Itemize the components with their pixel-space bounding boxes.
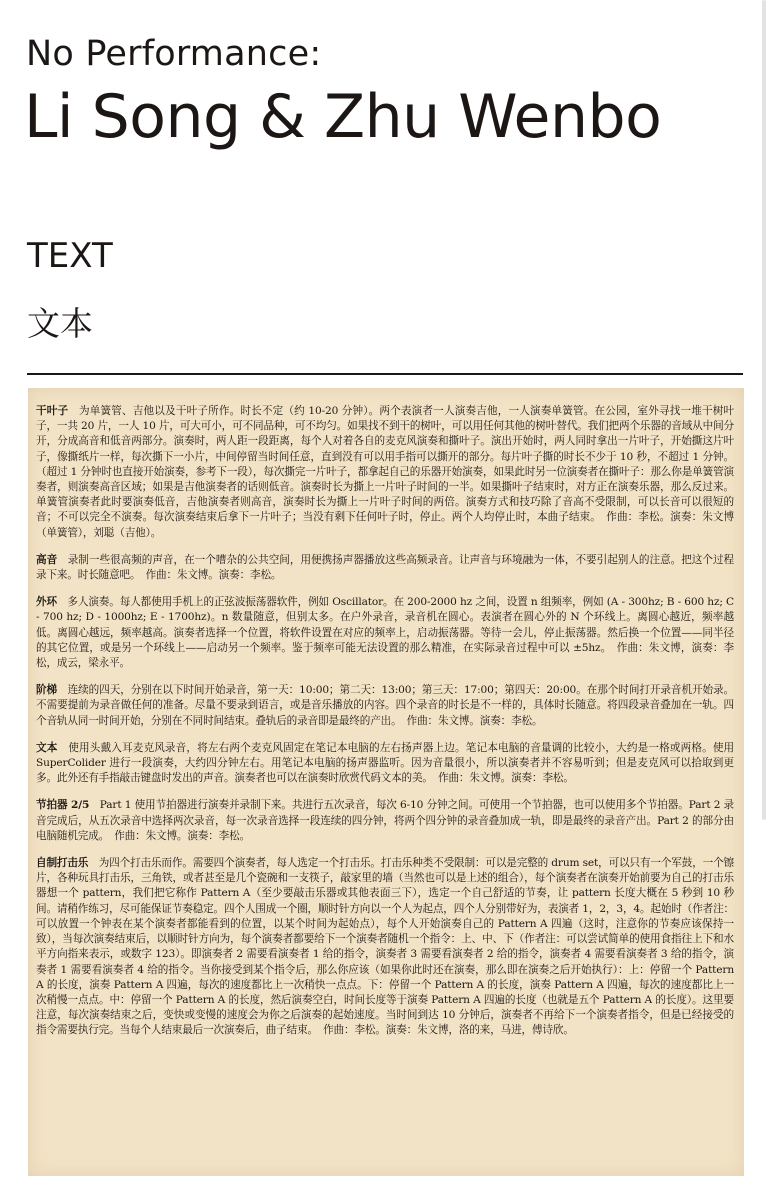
section-label-en: TEXT [27, 236, 113, 276]
section-label-zh: 文本 [27, 304, 93, 343]
paragraph-heading: 高音 [36, 553, 58, 566]
scanned-document [28, 388, 744, 1176]
section-divider [27, 373, 743, 375]
paragraph-body: 为四个打击乐而作。需要四个演奏者，每人选定一个打击乐。打击乐种类不受限制：可以是完整的 drum set，可以只有一个军鼓，一个镲片，各种玩具打击乐，三角铁，或者甚至是几个瓷碗和一支筷子，敲家里的墙（当然也可以是上述的组合），每个演奏者在演奏开始前要为自己的打击乐器想一个 pattern，我们把它称作 Pattern A（至少要敲击乐器或其他表面三下），选定一个自己舒适的节奏，让 pattern 长度大概在 5 秒到 10 秒间。请稍作练习，尽可能保证节奏稳定。四个人围成一个圈，顺时针方向以一个人为起点，四个人分别带好为，表演者 1，2，3，4。起始时（作者注：可以放置一个钟表在某个演奏者都能看到的位置，以某个时间为起始点），每个人开始演奏自己的 Pattern A 四遍（这时，注意你的节奏应该保持一致），当每次演奏结束后，以顺时针方向为，每个演奏者都要给下一个演奏者随机一个指令：上、中、下（作者注：可以尝试简单的使用食指往上下和水平方向指来表示，或数字 123）。即演奏者 2 需要看演奏者 1 给的指令，演奏者 3 需要看演奏者 2 给的指令，演奏者 4 需要看演奏者 3 给的指令，演奏者 1 需要看演奏者 4 给的指令。当你接受到某个指令后，那么你应该（如果你此时还在演奏，那么即在演奏之后开始执行）：上：停留一个 Pattern A 的长度，演奏 Pattern A 四遍，每次的速度都比上一次稍快一点点。下：停留一个 Pattern A 的长度，演奏 Pattern A 四遍，每次的速度都比上一次稍慢一点点。中：停留一个 Pattern A 的长度，然后演奏空白，时间长度等于演奏 Pattern A 四遍的长度（也就是五个 Pattern A 的长度）。这里要注意，每次演奏结束之后，变快或变慢的速度会为你之后演奏的起始速度。当时间到达 10 分钟后，演奏者不再给下一个演奏者指令，但是已经接受的指令需要执行完。当每个人结束最后一次演奏后，曲子结束。 作曲：李松。演奏：朱文博，洛的来，马进，傅诗欣。 [36, 857, 734, 1037]
paragraph-body: 为单簧管、吉他以及干叶子所作。时长不定（约 10-20 分钟）。两个表演者一人演奏吉他，一人演奏单簧管。在公园，室外寻找一堆干树叶子，一共 20 片，一人 10 片，可大可小，可不同品种，可不均匀。如果找不到干的树叶，可以用任何其他的树叶替代。我们把两个乐器的音域从中间分开，分成高音和低音两部分。演奏时，两人距一段距离，每个人对着各自的麦克风演奏和撕叶子。演出开始时，两人同时拿出一片叶子，开始撕这片叶子，像撕纸片一样，每次撕下一小片，中间停留当时间任意，直到没有可以用手指可以撕开的部分。每片叶子撕的时长不少于 10 秒，不超过 1 分钟。（超过 1 分钟时也直接开始演奏，参考下一段），每次撕完一片叶子，都拿起自己的乐器开始演奏，如果此时另一位演奏者在撕叶子：那么你是单簧管演奏者，则演奏高音区域；如果是吉他演奏者的话则低音。演奏时长为撕上一片叶子时间的一半。如果撕叶子结束时，对方正在演奏乐器，那么反过来。单簧管演奏者此时要演奏低音，吉他演奏者则高音，演奏时长为撕上一片叶子时间的两倍。演奏方式和技巧除了音高不受限制，可以长音可以很短的音；不可以完全不演奏。每次演奏结束后拿下一片叶子；当没有剩下任何叶子时，停止。两个人均停止时，本曲子结束。 作曲：李松。演奏：朱文博（单簧管），刘聪（吉他）。 [36, 405, 734, 539]
document-paragraph [36, 741, 734, 787]
document-paragraph [36, 683, 734, 729]
paragraph-heading: 外环 [36, 596, 57, 609]
document-paragraph [36, 595, 734, 671]
paragraph-heading: 干叶子 [36, 405, 69, 417]
paragraph-body: 连续的四天，分别在以下时间开始录音，第一天：10:00；第二天：13:00；第三天：17:00；第四天：20:00。在那个时间打开录音机开始录。不需要提前为录音做任何的准备。尽量不要录到语言，或是音乐播放的内容。四个录音的时长是不一样的，具体时长随意。将四段录音叠加在一轨。四个音轨从同一时间开始，分别在不同时间结束。叠轨后的录音即是最终的产出。 作曲：朱文博。演奏：李松。 [36, 684, 734, 727]
paragraph-body: 使用头戴入耳麦克风录音，将左右两个麦克风固定在笔记本电脑的左右扬声器上边。笔记本电脑的音量调的比较小，大约是一格或两格。使用 SuperColider 进行一段演奏，大约四分钟左右。用笔记本电脑的扬声器监听。因为音量很小，所以演奏者并不容易听到；但是麦克风可以拾取到更多。此外还有手指敲击键盘时发出的声音。演奏者也可以在演奏时欣赏代码文本的美。 作曲：朱文博。演奏：李松。 [36, 741, 735, 785]
paragraph-heading: 节拍器 2/5 [36, 799, 90, 812]
document-paragraph [36, 404, 734, 541]
document-paragraph [36, 553, 734, 583]
page-scrollbar[interactable] [762, 0, 766, 820]
paragraph-body: 多人演奏。每人都使用手机上的正弦波振荡器软件，例如 Oscillator。在 200-2000 hz 之间，设置 n 组频率，例如 (A - 300hz; B - 600 hz; C - 700 hz; D - 1000hz; E - 1700hz)。n 数量随意，但别太多。在户外录音，录音机在圆心。表演者在圆心外的 N 个环线上。离圆心越近，频率越低。离圆心越远，频率越高。演奏者选择一个位置，将软件设置在对应的频率上，启动振荡器。等待一会儿，停止振荡器。然后换一个位置——同半径的其它位置，或是另一个环线上——启动另一个频率。鉴于频率可能无法设置的那么精准，在实际录音过程中可以 ±5hz。 作曲：朱文博，演奏：李松，成云，梁永平。 [36, 596, 734, 670]
paragraph-heading: 自制打击乐 [36, 857, 89, 870]
paragraph-heading: 阶梯 [36, 684, 58, 697]
page-title: Li Song & Zhu Wenbo [24, 82, 662, 152]
paragraph-body: Part 1 使用节拍器进行演奏并录制下来。共进行五次录音，每次 6-10 分钟之间。可使用一个节拍器，也可以使用多个节拍器。Part 2 录音完成后，从五次录音中选择两次录音，每一次录音选择一段连续的四分钟，将两个四分钟的录音叠加成一轨，即是最终的录音产出。Part 2 的部分由电脑随机完成。 作曲：朱文博。演奏：李松。 [36, 799, 734, 842]
page-subtitle: No Performance: [26, 34, 322, 74]
paragraph-body: 录制一些很高频的声音，在一个嘈杂的公共空间，用便携扬声器播放这些高频录音。让声音与环境融为一体，不要引起别人的注意。把这个过程录下来。时长随意吧。 作曲：朱文博。演奏：李松。 [36, 553, 734, 582]
document-paragraph [36, 856, 734, 1038]
document-paragraph [36, 798, 734, 844]
paragraph-heading: 文本 [36, 741, 58, 754]
